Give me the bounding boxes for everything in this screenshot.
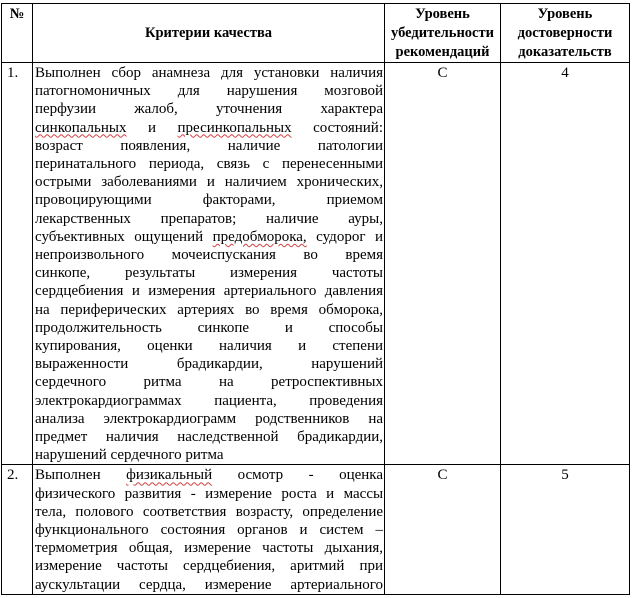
criteria-line: анализа электрокардиограмм родственников на	[35, 410, 384, 427]
header-criteria: Критерии качества	[33, 4, 385, 63]
row-level-conviction: C	[385, 465, 501, 594]
criteria-line: возраст появления, наличие патологии	[35, 137, 384, 154]
row-criteria	[33, 63, 385, 465]
criteria-line: продолжительность синкопе и способы	[35, 319, 384, 336]
criteria-line: измерение частоты сердцебиения, аритмий при	[35, 558, 384, 575]
criteria-line: купирования, оценки наличия и степени	[35, 338, 384, 355]
criteria-line: сердечного ритма на ретроспективных	[35, 374, 384, 391]
table-row	[2, 465, 630, 594]
criteria-line: на периферических артериях во время обморока,	[35, 301, 384, 318]
criteria-line: Выполнен физикальный осмотр - оценка	[35, 467, 384, 484]
row-number: 1.	[2, 63, 33, 465]
quality-criteria-table	[1, 3, 630, 595]
header-num: №	[2, 4, 33, 63]
criteria-line: аускультации сердца, измерение артериального	[35, 576, 383, 593]
criteria-line: субъективных ощущений предобморока, судорог и	[35, 228, 383, 245]
criteria-line: сердцебиения и измерения артериального давления	[35, 283, 384, 300]
criteria-line: перинатального периода, связь с перенесенными	[35, 156, 384, 173]
header-line: убедительности	[391, 25, 494, 41]
criteria-line: синкопальных и пресинкопальных состояний:	[35, 119, 383, 136]
criteria-line: синкопе, результаты измерения частоты	[35, 265, 383, 282]
criteria-line: физического развития - измерение роста и массы	[35, 485, 384, 502]
criteria-line: лекарственных препаратов; наличие ауры,	[35, 210, 384, 227]
criteria-line: провоцирующими факторами, приемом	[35, 192, 384, 209]
header-line: доказательств	[518, 44, 612, 60]
criteria-line: термометрия общая, измерение частоты дыхания,	[35, 540, 383, 557]
header-line: рекомендаций	[395, 44, 490, 60]
row-criteria	[33, 465, 385, 594]
criteria-line: патогномоничных для нарушения мозговой	[35, 83, 384, 100]
header-line: Уровень	[537, 6, 593, 22]
criteria-line: тела, полового соответствия возрасту, определение	[35, 503, 384, 520]
row-level-evidence: 5	[501, 465, 630, 594]
row-level-conviction: C	[385, 63, 501, 465]
row-number: 2.	[2, 465, 33, 594]
header-line: достоверности	[517, 25, 613, 41]
header-level-evidence	[501, 4, 630, 63]
criteria-line: перфузии жалоб, уточнения характера	[35, 101, 384, 118]
criteria-line: выраженности брадикардии, нарушений	[35, 356, 383, 373]
criteria-line: функционального состояния органов и систем –	[35, 522, 383, 539]
criteria-line: Выполнен сбор анамнеза для установки наличия	[35, 65, 384, 81]
header-level-conviction	[385, 4, 501, 63]
criteria-line: острыми заболеваниями и наличием хронических,	[35, 174, 384, 191]
row-level-evidence: 4	[501, 63, 630, 465]
criteria-line: предмет наличия наследственной брадикардии,	[35, 429, 384, 446]
criteria-line: нарушений сердечного ритма	[35, 447, 224, 464]
table-header-row	[2, 4, 630, 63]
table-row	[2, 63, 630, 465]
header-line: Уровень	[415, 6, 470, 22]
criteria-line: непроизвольного мочеиспускания во время	[35, 247, 384, 264]
criteria-line: электрокардиограммах пациента, проведения	[35, 392, 384, 409]
